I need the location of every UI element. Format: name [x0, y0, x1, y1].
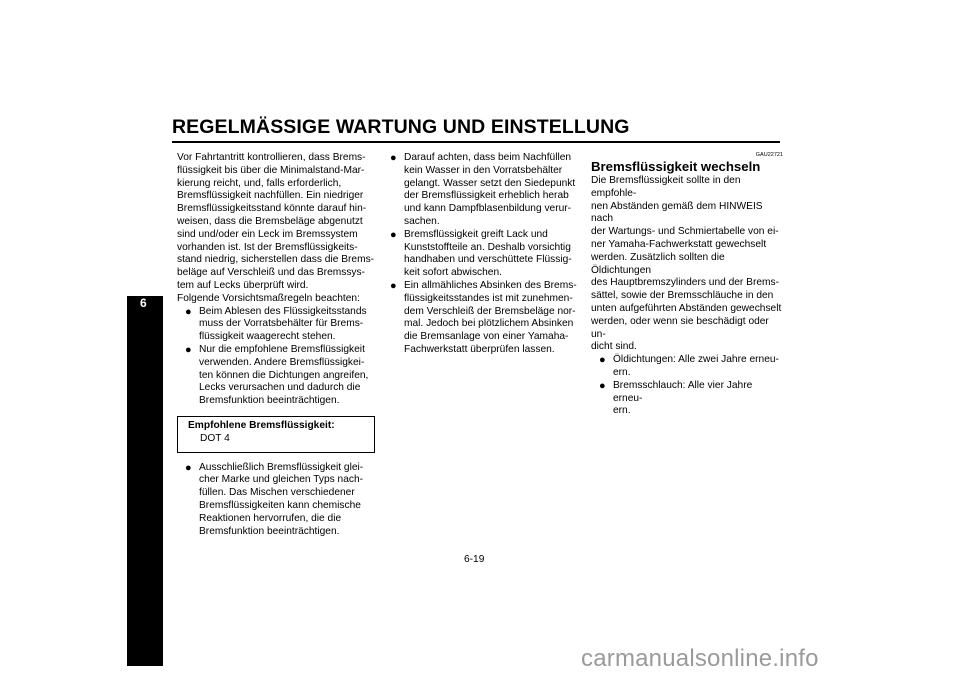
bullet-icon: ● [599, 379, 606, 392]
bullet-icon: ● [185, 343, 192, 356]
bullet-icon: ● [185, 461, 192, 474]
title-rule [172, 141, 780, 143]
precautions-intro: Folgende Vorsichtsmaßregeln beachten: [177, 292, 360, 304]
list-item [390, 152, 580, 229]
list-item [591, 354, 783, 380]
list-item [390, 280, 580, 357]
column-3 [591, 152, 783, 418]
spec-label: Empfohlene Bremsflüssigkeit: [188, 419, 335, 431]
list-item [177, 462, 375, 539]
bullet-icon: ● [599, 354, 606, 367]
bullet-icon: ● [390, 279, 397, 292]
page-number: 6-19 [464, 554, 485, 565]
intro-paragraph: Vor Fahrtantritt kontrollieren, dass Brems- flüssigkeit bis über die Minimalstand-Mar- kierung reicht, und, falls erforderlich, Bremsflüssigkeit nachfüllen. Ein niedriger Bremsflüssigkeitsstand könnte darauf hin- weisen, dass die Bremsbeläge abgenutzt sind und/oder ein Leck im Bremssystem vorhanden ist. Ist der Bremsflüssigkeits- stand niedrig, sicherstellen dass die Brems- beläge auf Verschleiß und das Bremssys- tem auf Lecks überprüft wird. [177, 152, 375, 291]
watermark: carmanualsonline.info [581, 645, 819, 672]
column-1 [177, 152, 375, 538]
list-item-text: Ausschließlich Bremsflüssigkeit glei- cher Marke und gleichen Typs nach- füllen. Das Mischen verschiedener Bremsflüssigkeiten kann chemische Reaktionen hervorrufen, die die Bremsfunktion beeinträchtigen. [199, 461, 364, 537]
list-item-text: Bremsschlauch: Alle vier Jahre erneu- ern. [613, 379, 753, 417]
bullet-icon: ● [390, 228, 397, 241]
section-heading: Bremsflüssigkeit wechseln [591, 159, 761, 174]
chapter-number: 6 [140, 296, 147, 310]
list-item-text: Öldichtungen: Alle zwei Jahre erneu- ern. [613, 354, 779, 378]
list-item [390, 229, 580, 280]
bullet-icon: ● [185, 305, 192, 318]
section-code: GAU22721 [755, 152, 783, 158]
list-item [591, 380, 783, 418]
list-item-text: Nur die empfohlene Bremsflüssigkeit verwenden. Andere Bremsflüssigkei- ten können die Dichtungen angreifen, Lecks verursachen und dadurch die Bremsfunktion beeinträchtigen. [199, 343, 369, 407]
list-item-text: Ein allmähliches Absinken des Brems- flüssigkeitsstandes ist mit zunehmen- dem Verschleiß der Bremsbeläge nor- mal. Jedoch bei plötzlichem Absinken die Bremsanlage von einer Yamaha- Fachwerkstatt überprüfen lassen. [404, 279, 577, 355]
column-2 [390, 152, 580, 357]
bullet-icon: ● [390, 152, 397, 164]
list-item [177, 344, 375, 408]
page-title: REGELMÄSSIGE WARTUNG UND EINSTELLUNG [172, 116, 630, 138]
spec-box [177, 416, 375, 453]
list-item [177, 306, 375, 344]
list-item-text: Beim Ablesen des Flüssigkeitsstands muss der Vorratsbehälter für Brems- flüssigkeit waagerecht stehen. [199, 305, 367, 343]
chapter-tab [127, 296, 163, 666]
list-item-text: Darauf achten, dass beim Nachfüllen kein Wasser in den Vorratsbehälter gelangt. Wasser setzt den Siedepunkt der Bremsflüssigkeit erheblich herab und kann Dampfblasenbildung verur- sachen. [404, 152, 576, 227]
list-item-text: Bremsflüssigkeit greift Lack und Kunststoffteile an. Deshalb vorsichtig handhaben und verschüttete Flüssig- keit sofort abwischen. [404, 228, 572, 279]
body-paragraph: Die Bremsflüssigkeit sollte in den empfohle- nen Abständen gemäß dem HINWEIS nach der Wartungs- und Schmiertabelle von ei- ner Yamaha-Fachwerkstatt gewechselt werden. Zusätzlich sollten die Öldichtungen des Hauptbremszylinders und der Brems- sättel, sowie der Bremsschläuche in den unten aufgeführten Abständen gewechselt werden, oder wenn sie beschädigt oder un- dicht sind. [591, 175, 782, 353]
spec-value: DOT 4 [200, 432, 230, 444]
